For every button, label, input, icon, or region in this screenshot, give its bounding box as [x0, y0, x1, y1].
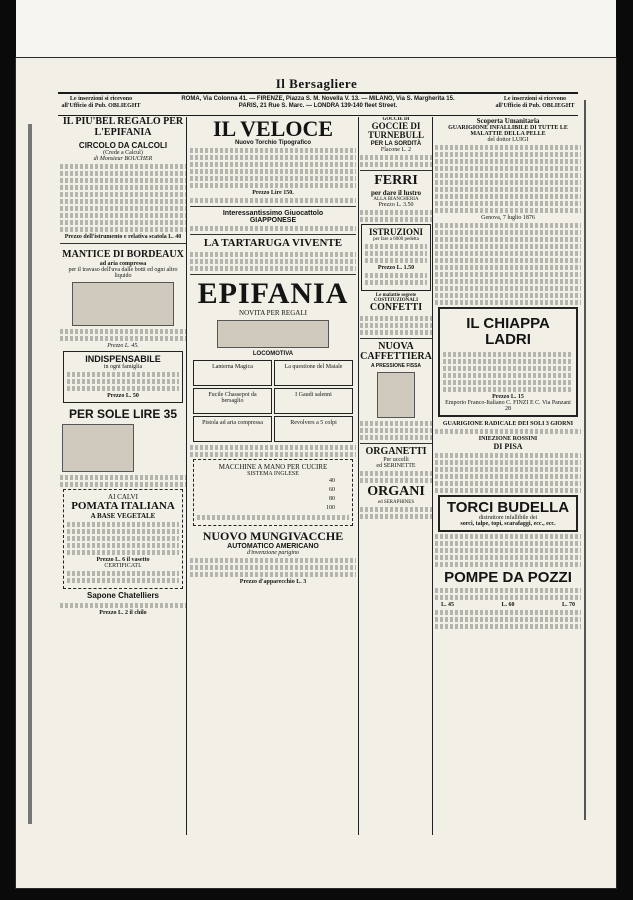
ad-subtitle: SISTEMA INGLESE [247, 471, 299, 478]
ad-subtitle: A PRESSIONE FISSA [370, 362, 422, 369]
ad-price: Flacone L. 2 [380, 146, 412, 153]
ad-subtitle: CIRCOLO DA CALCOLI [78, 141, 168, 150]
ad-title: IL CHIAPPA LADRI [466, 315, 550, 348]
column-separator [358, 117, 359, 835]
ad-price: Prezzo d'apparecchio L. 3 [239, 578, 307, 585]
ad-note: (Crede a Calcul) [103, 150, 143, 157]
ad-pretitle: Le malattie segrete COSTITUZIONALI [373, 293, 419, 303]
price-value: L. 60 [501, 602, 515, 608]
banner-line-2: PARIS, 21 Rue S. Marc. — LONDRA 139-140 fleet Street. [238, 103, 398, 109]
banner-rule [58, 115, 578, 116]
ad-company: Emporio Franco-Italiano C. FINZI E C. Via Panzani 28 [445, 399, 571, 412]
price-value: 60 [329, 487, 335, 494]
ad-subtitle: GUARIGIONE INFALLIBILE DI TUTTE LE MALATTIE DELLA PELLE [448, 125, 568, 137]
ad-title: GOCCIE DI TURNEBULL [367, 121, 424, 141]
ad-title: GUARIGIONE RADICALE DEI SOLI 3 GIORNI [442, 420, 574, 427]
ad-title: Interessantissimo Giuocattolo [222, 210, 324, 218]
ad-subtitle: per fare a 6000 pedetta [373, 237, 419, 242]
ad-subtitle: Nuovo Torchio Tipografico [234, 140, 312, 147]
banner-line-1: ROMA, Via Colonna 41. — FIRENZE, Piazza S. M. Novella V. 13. — MILANO, Via S. Margherita 15. [181, 96, 455, 102]
column-separator [186, 117, 187, 835]
ad-subtitle: NOVITA PER REGALI [239, 309, 307, 318]
ad-subtitle: AUTOMATICO AMERICANO [227, 542, 319, 550]
grid-cell: I Gaudi salenni [274, 388, 353, 414]
ad-title: MANTICE DI BORDEAUX [62, 249, 184, 261]
barrel-illustration [72, 282, 174, 326]
ad-date: Genova, 7 luglio 1876 [481, 215, 535, 221]
toy-grid [193, 360, 353, 442]
ad-title: IL PIU'BEL REGALO PER L'EPIFANIA [62, 117, 184, 138]
ad-price: Prezzo L. 45. [107, 342, 139, 349]
ad-subtitle-2: ed SERINETTE [376, 463, 416, 469]
ad-price: Prezzo L. 15 [492, 393, 524, 400]
price-value: 80 [329, 496, 335, 503]
ad-price: Prezzo L. 50 [107, 393, 139, 400]
ad-price: Prezzo L. 1.50 [377, 265, 415, 271]
ad-note: d'invenzione parigino [246, 549, 300, 556]
ad-title: POMATA ITALIANA [71, 499, 175, 512]
grid-cell: La questione del Maiale [274, 360, 353, 386]
ad-title: EPIFANIA [197, 276, 349, 310]
price-list [197, 477, 349, 513]
sewing-machine-illustration [62, 424, 134, 472]
grid-cell: Lanterna Magica [193, 360, 272, 386]
ad-subtitle: GIAPPONESE [249, 217, 297, 225]
column-2 [190, 117, 356, 835]
grid-cell: Fucile Chassepot da bersaglio [193, 388, 272, 414]
column-3: GOCCIE DI GOCCIE DI TURNEBULL PER LA SORDITÀ Flacone L. 2 FERRI per dare il lustro ALLA BIANCHERIA Prezzo L. 3.50 ISTRUZIONI per fare a 6000 pedetta Prezzo L. 1.50 Le malattie segrete COSTITUZIONALI CONFETTI NUOVA CAFFETTIERA A PRESSIONE FISSA ORGANETTI Per uccelli ed SERINETTE ORGANI ed SERAPHINES [360, 117, 432, 835]
price-value: L. 70 [561, 602, 575, 608]
ad-title: FERRI [374, 172, 418, 188]
binding-strip [28, 124, 32, 824]
page-edge [584, 100, 586, 820]
right-ad-note: Le inserzioni si ricevono all'Ufficio di Pub. OBLIEGHT [495, 96, 575, 109]
ad-subtitle: distruttore infallibile dei [478, 515, 538, 522]
ad-pretitle: AI CALVI [108, 492, 138, 501]
grid-cell: Pistola ad aria compressa [193, 416, 272, 442]
train-illustration [217, 320, 329, 348]
ad-title: Scoperta Umanitaria [476, 117, 540, 125]
coffee-pot-illustration [377, 372, 415, 418]
left-ad-note: Le inserzioni si ricevono all'Ufficio di Pub. OBLIEGHT [61, 96, 141, 109]
ad-item: LOCOMOTIVA [252, 351, 294, 358]
ad-title: NUOVA CAFFETTIERA [360, 340, 432, 362]
ad-title: ORGANETTI [365, 445, 427, 457]
price-value: 100 [326, 505, 335, 512]
ad-subtitle: Per uccelli [383, 457, 409, 463]
price-value: 40 [329, 478, 335, 485]
ad-title: TORCI BUDELLA [446, 498, 570, 516]
grid-cell: Revolvers a 5 colpi [274, 416, 353, 442]
price-list [441, 602, 575, 608]
ad-title: POMPE DA POZZI [444, 569, 572, 587]
ad-title: IL VELOCE [212, 117, 334, 141]
ad-title: INDISPENSABILE [85, 353, 161, 364]
header-banner [58, 96, 578, 114]
ad-subtitle: PER LA SORDITÀ [370, 140, 422, 147]
ad-price: Prezzo L. 6 il vasetto [96, 557, 150, 564]
ad-title: PER SOLE LIRE 35 [68, 407, 178, 422]
ad-subtitle: ed SERAPHINES [377, 499, 415, 505]
ad-title: LA TARTARUGA VIVENTE [203, 237, 343, 250]
column-4 [435, 117, 581, 835]
ad-subtitle-2: ALLA BIANCHERIA [373, 196, 419, 202]
ad-price: Prezzo L. 2 il chilo [99, 609, 147, 616]
ad-cert: CERTIFICATI. [104, 563, 142, 570]
ad-price: Prezzo dell'istrumento e relativa scatola L. 40 [64, 234, 182, 241]
header-rule [58, 92, 578, 94]
ad-subtitle-2: sorci, talpe, topi, scarafaggi, ecc., ecc. [460, 521, 556, 528]
ad-title: CONFETTI [369, 302, 423, 313]
ad-city: DI PISA [493, 441, 523, 451]
ad-author: di Monsieur BOUCHER [93, 156, 153, 163]
ad-subtitle: ad aria compressa [99, 260, 147, 267]
price-value: L. 45 [441, 602, 455, 608]
ad-subtitle: in ogni famiglia [103, 364, 143, 371]
column-1 [60, 117, 186, 835]
ad-subtitle: A BASE VEGETALE [90, 512, 156, 521]
ad-price: Prezzo L. 3.50 [378, 201, 414, 208]
ad-title: ISTRUZIONI [368, 226, 424, 237]
ad-author: del dottor LUIGI [487, 137, 529, 143]
ad-subtitle: INIEZIONE ROSSINI [478, 435, 538, 442]
ad-description: per il travaso dell'uva dalle botti ed ogni altro liquido [68, 266, 178, 279]
ad-title: Sapone Chatelliers [86, 591, 160, 601]
ad-title: ORGANI [367, 484, 425, 499]
scan-margin [16, 0, 616, 58]
ad-price: Prezzo Lire 150. [252, 190, 294, 197]
column-separator [432, 117, 433, 835]
banner-center [181, 96, 454, 110]
ad-subtitle: per dare il lustro [371, 188, 421, 197]
ad-title: MACCHINE A MANO PER CUCIRE [218, 463, 328, 472]
newspaper-title: Il Bersagliere [275, 76, 358, 91]
ad-title: NUOVO MUNGIVACCHE [202, 529, 344, 544]
